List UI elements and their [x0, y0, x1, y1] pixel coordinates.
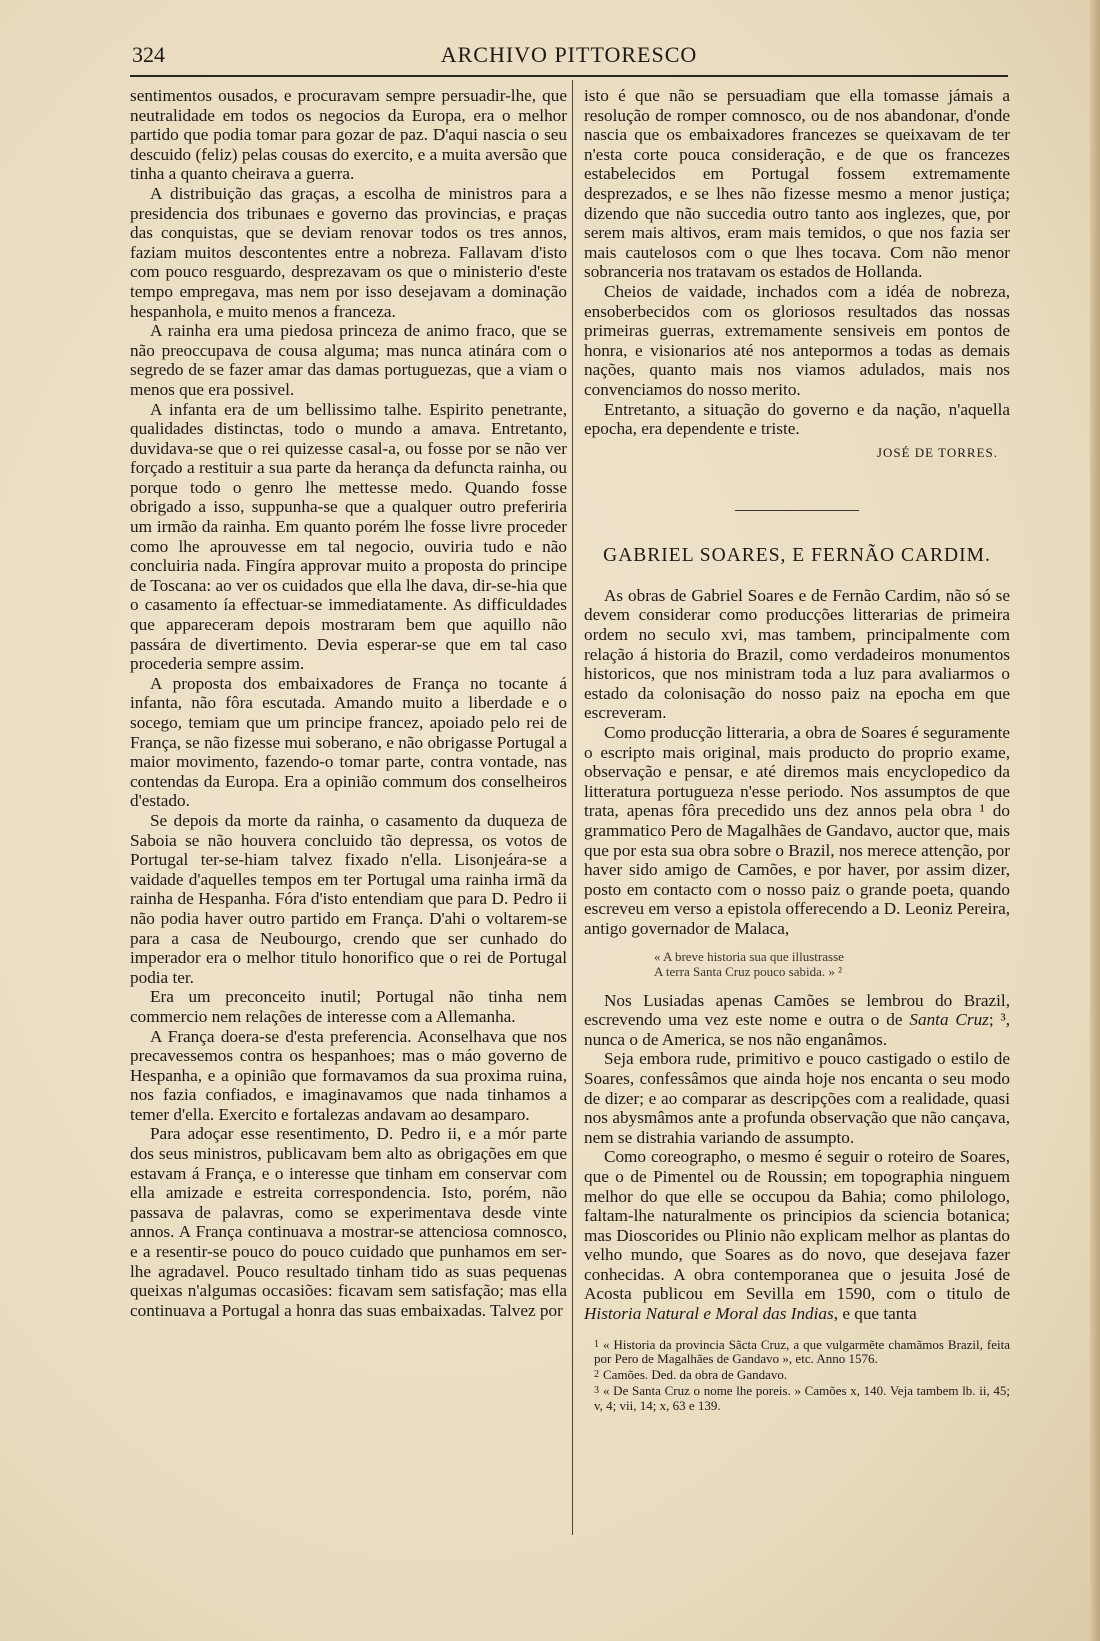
verse-quote: [654, 949, 1010, 979]
paragraph: Para adoçar esse resentimento, D. Pedro ii, e a mór parte dos seus ministros, publicavam bem alto as obrigações em que estavam á França, e o interesse que tinham em conservar com ella amizade e estreita correspondencia. Isto, porém, não passava de palavras, como se experimentava desde vinte annos. A França continuava a mostrar-se attenciosa comnosco, e a resentir-se pouco do pouco cuidado que punhamos em ser-lhe agradavel. Pouco resultado tinham tido as suas pequenas queixas n'algumas occasiões: ficavam sem satisfação; mas ella continuava a Portugal a honra das suas embaixadas. Talvez por: [130, 1124, 567, 1320]
footnote-text: « Historia da provincia Sãcta Cruz, a que vulgarmẽte chamãmos Brazil, feita por Pero de Magalhães de Gandavo », etc. Anno 1576.: [594, 1336, 1010, 1367]
page-header: [130, 40, 1008, 74]
right-column: [584, 86, 1010, 1415]
page-edge: [1090, 0, 1100, 1641]
footnote-text: « De Santa Cruz o nome lhe poreis. » Camões x, 140. Veja tambem lb. ii, 45; v, 4; vii, 14; x, 63 e 139.: [594, 1383, 1010, 1413]
footnote-number: 2: [594, 1369, 599, 1381]
paragraph: A distribuição das graças, a escolha de ministros para a presidencia dos tribunaes e governo das provincias, e praças das conquistas, que se deviam renovar todos os tres annos, faziam muitos descontentes entre a nobreza. Fallavam d'isto com pouco resguardo, desprezavam os que o ministerio d'este tempo empregava, mas nem por isso desejavam a dominação hespanhola, e muito menos a franceza.: [130, 183, 567, 321]
footnote: [584, 1368, 1010, 1383]
paragraph: A infanta era de um bellissimo talhe. Espirito penetrante, qualidades distinctas, todo o mundo a amava. Entretanto, duvidava-se que o rei quizesse casal-a, ou fosse por se não ver forçado a restituir a sua parte da herança da defuncta rainha, ou porque todo o genro lhe mettesse medo. Quando fosse obrigado a isso, suppunha-se que a qualquer outro preferiria um irmão da rainha. Em quanto porém lhe fosse livre proceder como lhe aprouvesse em tal negocio, ouviria tudo e não concluiria nada. Fingíra approvar muito a proposta do principe de Toscana: ao ver os cuidados que ella lhe dava, dir-se-hia que o casamento ía effectuar-se immediatamente. As difficuldades que appareceram depois mostraram bem que aquillo não passára de divertimento. Devia esperar-se que em tal caso procederia sempre assim.: [130, 399, 567, 674]
paragraph: sentimentos ousados, e procuravam sempre persuadir-lhe, que neutralidade em todos os negocios da Europa, era o melhor partido que podia tomar para gozar de paz. D'aqui nascia o seu descuido (feliz) pelas cousas do exercito, e a muita aversão que tinha a quanto cheirava a guerra.: [130, 86, 567, 184]
paragraph: [584, 991, 1010, 1050]
paragraph: As obras de Gabriel Soares e de Fernão Cardim, não só se devem considerar como producções litterarias de primeira ordem no seculo xvi, mas tambem, principalmente com relação á historia do Brazil, como verdadeiros monumentos historicos, que nos ministram toda a luz para avaliarmos o estado da colonisação do nosso paiz na epocha em que escreveram.: [584, 585, 1010, 723]
paragraph: Era um preconceito inutil; Portugal não tinha nem commercio nem relações de interesse com a Allemanha.: [130, 987, 567, 1026]
text-run: , e que tanta: [833, 1304, 917, 1324]
author-signature: JOSÉ DE TORRES.: [876, 444, 998, 460]
italic-text: Historia Natural e Moral das Indias: [584, 1304, 834, 1324]
article-title: GABRIEL SOARES, E FERNÃO CARDIM.: [603, 545, 991, 567]
paragraph: isto é que não se persuadiam que ella tomasse jámais a resolução de romper comnosco, ou de nos abandonar, d'onde nascia que os embaixadores francezes se queixavam de ter n'esta corte pouca consideração, e de que os francezes estabelecidos em Portugal fossem extremamente desprezados, e se lhes não fizesse mesmo a menor justiça; dizendo que não succedia outro tanto aos inglezes, que, por serem mais altivos, eram mais temidos, o que nos fazia ser mais cautelosos com o que lhes tocava. Com não menor sobranceria nos tratavam os estados de Hollanda.: [584, 86, 1010, 282]
paragraph: A rainha era uma piedosa princeza de animo fraco, que se não preoccupava de cousa alguma; mas nunca atinára com o segredo de se fazer amar das damas portuguezas, que a viam o menos que era possivel.: [130, 321, 567, 399]
footnote-number: 1: [594, 1338, 599, 1350]
footnote-number: 3: [594, 1385, 599, 1397]
paragraph: Cheios de vaidade, inchados com a idéa de nobreza, ensoberbecidos com os gloriosos resultados das nossas primeiras guerras, extremamente sensiveis em pontos de honra, e visionarios até nos antepormos a todas as demais nações, quanto mais nos viamos adulados, mais nos convenciamos do nosso merito.: [584, 281, 1010, 399]
paragraph: [584, 1147, 1010, 1323]
footnote: [584, 1338, 1010, 1368]
paragraph: Como producção litteraria, a obra de Soares é seguramente o escripto mais original, mais producto do proprio exame, observação e pensar, e até diremos mais encyclopedico da litteratura portugueza n'esse periodo. Nos assumptos de que trata, apenas fôra precedido uns dez annos pela obra ¹ do grammatico Pero de Magalhães de Gandavo, auctor que, mais que por esta sua obra sobre o Brazil, nos merece attenção, por haver sido amigo de Camões, e por haver, por assim dizer, posto em contacto com o nosso paiz o grande poeta, quando escreveu em verso a epistola offerecendo a D. Leoniz Pereira, antigo governador de Malaca,: [584, 723, 1010, 938]
text-run: Como coreographo, o mesmo é seguir o roteiro de Soares, que o de Pimentel ou de Roussin; em topographia ninguem melhor do que elle se occupou da Bahia; como philologo, faltam-lhe naturalmente os principios da sciencia botanica; mas Dioscorides ou Plinio não explicam melhor as plantas do velho mundo, que Soares as do novo, que desejava fazer conhecidas. A obra contemporanea que o jesuita José de Acosta publicou em Sevilla em 1590, com o titulo de: [584, 1147, 1010, 1304]
paragraph: Seja embora rude, primitivo e pouco castigado o estilo de Soares, confessâmos que ainda hoje nos encanta o seu modo de dizer; e ao comparar as descripções com a realidade, quasi nos abysmâmos ante a profunda observação que não cançava, nem se distrahia variando de assumpto.: [584, 1049, 1010, 1147]
left-column: [130, 86, 567, 1320]
paragraph: Se depois da morte da rainha, o casamento da duqueza de Saboia se não houvera concluido tão depressa, os votos de Portugal ter-se-hiam talvez fixado n'ella. Lisonjeára-se a vaidade d'aquelles tempos em ter Portugal uma rainha irmã da rainha de Hespanha. Fóra d'isto entendiam que para D. Pedro ii não podia haver outro partido em França. D'ahi o voltarem-se para a casa de Neubourgo, crendo que ser cunhado do imperador era o melhor titulo honorifico que o rei de Portugal podia ter.: [130, 810, 567, 987]
paragraph: Entretanto, a situação do governo e da nação, n'aquella epocha, era dependente e triste.: [584, 399, 1010, 439]
footnote: [584, 1384, 1010, 1414]
header-rule: [130, 75, 1008, 77]
footnotes: [584, 1338, 1010, 1414]
italic-text: Santa Cruz: [909, 1010, 989, 1030]
page-number: 324: [132, 42, 165, 67]
text-run: ; ³, nunca o de America, se nos não enganâmos.: [584, 1010, 1010, 1049]
text-run: Nos Lusiadas apenas Camões se lembrou do Brazil, escrevendo uma vez este nome e outra o de: [584, 990, 1010, 1030]
paragraph: A proposta dos embaixadores de França no tocante á infanta, não fôra escutada. Amando muito a liberdade e o socego, temiam que um principe francez, apoiado pelo rei de França, se não fizesse mui soberano, e não obrigasse Portugal a maior movimento, fazendo-o tomar parte, contra vontade, nas contendas da Europa. Era a opinião commum dos conselheiros d'estado.: [130, 673, 567, 811]
quote-line: « A breve historia sua que illustrasse: [654, 948, 844, 964]
column-divider: [572, 80, 573, 1535]
footnote-text: Camões. Ded. da obra de Gandavo.: [603, 1367, 788, 1383]
section-divider: [735, 510, 859, 511]
quote-line: A terra Santa Cruz pouco sabida. » ²: [654, 963, 843, 979]
paragraph: A França doera-se d'esta preferencia. Aconselhava que nos precavessemos contra os hespanhoes; mas o máo governo de Hespanha, e a opinião que formavamos da sua proxima ruina, nos fazia confiados, e imaginavamos que nada tinhamos a temer d'ella. Exercito e fortalezas andavam ao desamparo.: [130, 1026, 567, 1124]
running-title: ARCHIVO PITTORESCO: [440, 42, 698, 67]
